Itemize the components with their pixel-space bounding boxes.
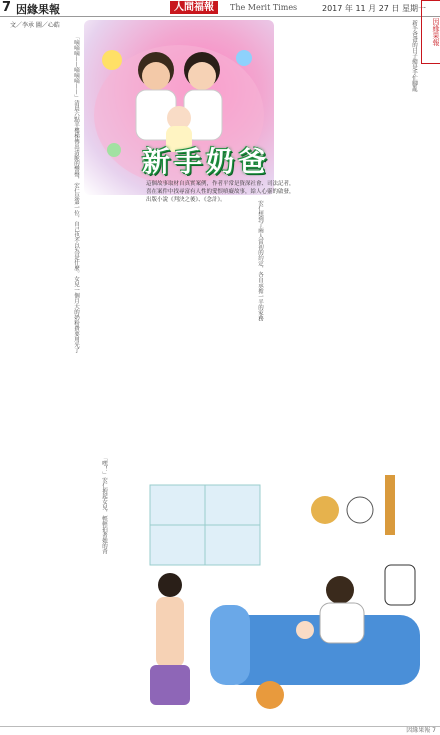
article-body-right: 新手爸爸的日子總是手忙腳亂 bbox=[411, 20, 417, 92]
page-number: 7 bbox=[2, 0, 12, 15]
paper-logo: 人間福報 bbox=[170, 1, 218, 14]
page-footer bbox=[0, 726, 440, 735]
byline: 文／李承 圖／心皓 bbox=[10, 22, 60, 29]
footer-text: 因緣果報 7 bbox=[406, 727, 436, 734]
side-masthead: 因緣果報 bbox=[421, 0, 440, 64]
issue-date: 2017 年 11 月 27 日 星期一 bbox=[322, 4, 426, 13]
article-subtitle: 這個故事取材自真實案例，作者平常是資深社會、司法記者，喜在案件中找尋富有人性的愛恨嗔癡故事，給人心靈的啟發，出版小說《判決之後》、《念計》。 bbox=[146, 181, 295, 203]
paper-english-name: The Merit Times bbox=[230, 3, 298, 12]
article-body-lower: 「嘿！」宏仁抱起女兒，輕輕拍著她的背 bbox=[101, 455, 107, 554]
nursery-illustration bbox=[110, 455, 440, 725]
page-header bbox=[0, 0, 440, 17]
section-title: 因緣果報 bbox=[16, 3, 60, 16]
scene-illustration bbox=[110, 455, 440, 725]
article-title: 新手奶爸 bbox=[142, 145, 271, 178]
article-body-middle: 宏仁想到了兩人當初的約定，各自承擔一半的家務 bbox=[257, 200, 263, 321]
article-body-left: 「嘀嘀嘀——嘀嘀嘀——」清晨六點半樓梯傳出清脆的響聲，宏仁是第一位，自己也不以為是什麼。女兒一個月大的奶粉費要用光了 bbox=[73, 34, 79, 353]
